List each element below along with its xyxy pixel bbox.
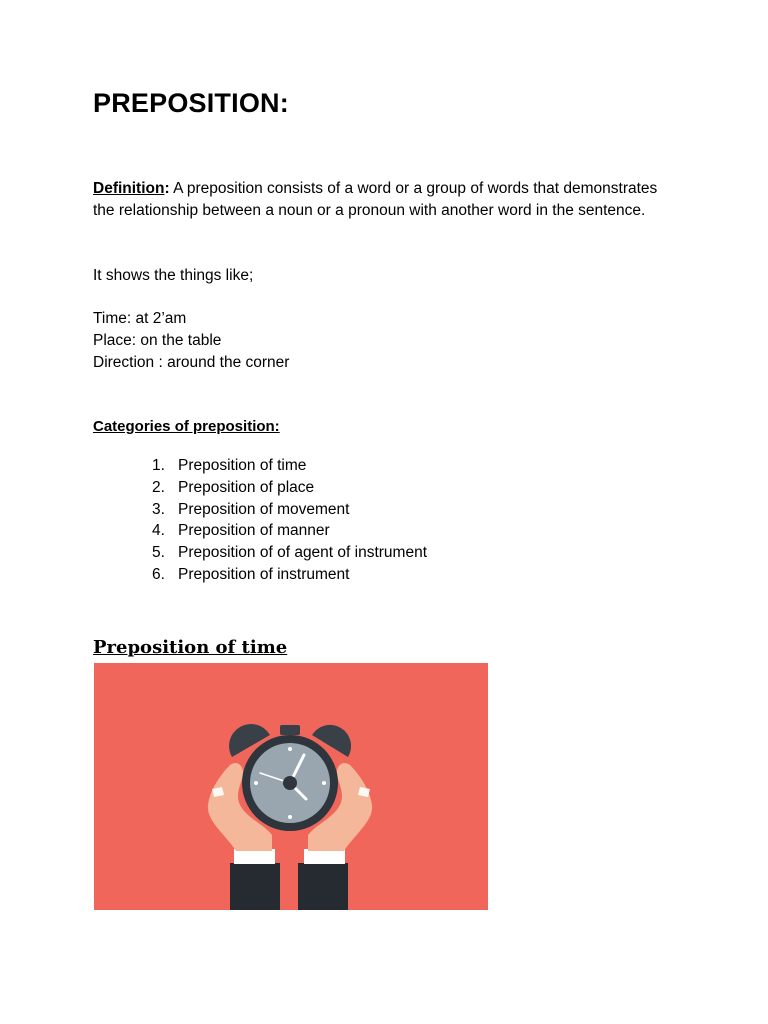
tick-3 [322,781,326,785]
alarm-clock-held-by-hands-icon [94,663,488,910]
category-number: 4. [152,522,165,540]
definition-text: A preposition consists of a word or a group of words that demonstrates the relationship between a noun or a pronoun with another word in the sentence. [93,180,658,219]
category-item [152,564,427,586]
clock-center [283,776,297,790]
left-cuff [234,849,275,864]
category-number: 6. [152,565,165,583]
definition-term: Definition [93,180,165,197]
alarm-clock-illustration [94,663,488,910]
category-label: Preposition of place [178,478,315,496]
category-item [152,499,427,521]
tick-6 [288,815,292,819]
category-number: 1. [152,457,165,474]
example-place: Place: on the table [93,331,222,349]
categories-list [152,455,427,586]
examples-list [93,308,289,373]
clock-top-button [280,725,300,735]
category-number: 5. [152,544,165,562]
left-sleeve [230,863,280,910]
category-item [152,542,427,564]
category-label: Preposition of manner [178,522,330,540]
definition-paragraph [93,178,683,222]
example-direction: Direction : around the corner [93,353,290,371]
tick-9 [254,781,258,785]
page-title: PREPOSITION: [93,88,289,118]
category-label: Preposition of of agent of instrument [178,544,428,562]
category-item [152,455,427,477]
category-item [152,477,427,499]
categories-heading: Categories of preposition: [93,418,280,435]
section-heading-time: Preposition of time [93,637,288,658]
category-label: Preposition of instrument [178,565,350,583]
right-sleeve [298,863,348,910]
intro-text: It shows the things like; [93,267,254,284]
category-number: 3. [152,500,165,518]
category-item [152,520,427,542]
category-number: 2. [152,478,165,496]
definition-label [93,180,170,197]
tick-12 [288,747,292,751]
right-cuff [304,849,345,864]
example-time: Time: at 2’am [93,310,187,327]
category-label: Preposition of time [178,457,307,474]
category-label: Preposition of movement [178,500,350,518]
definition-colon: : [164,180,170,197]
